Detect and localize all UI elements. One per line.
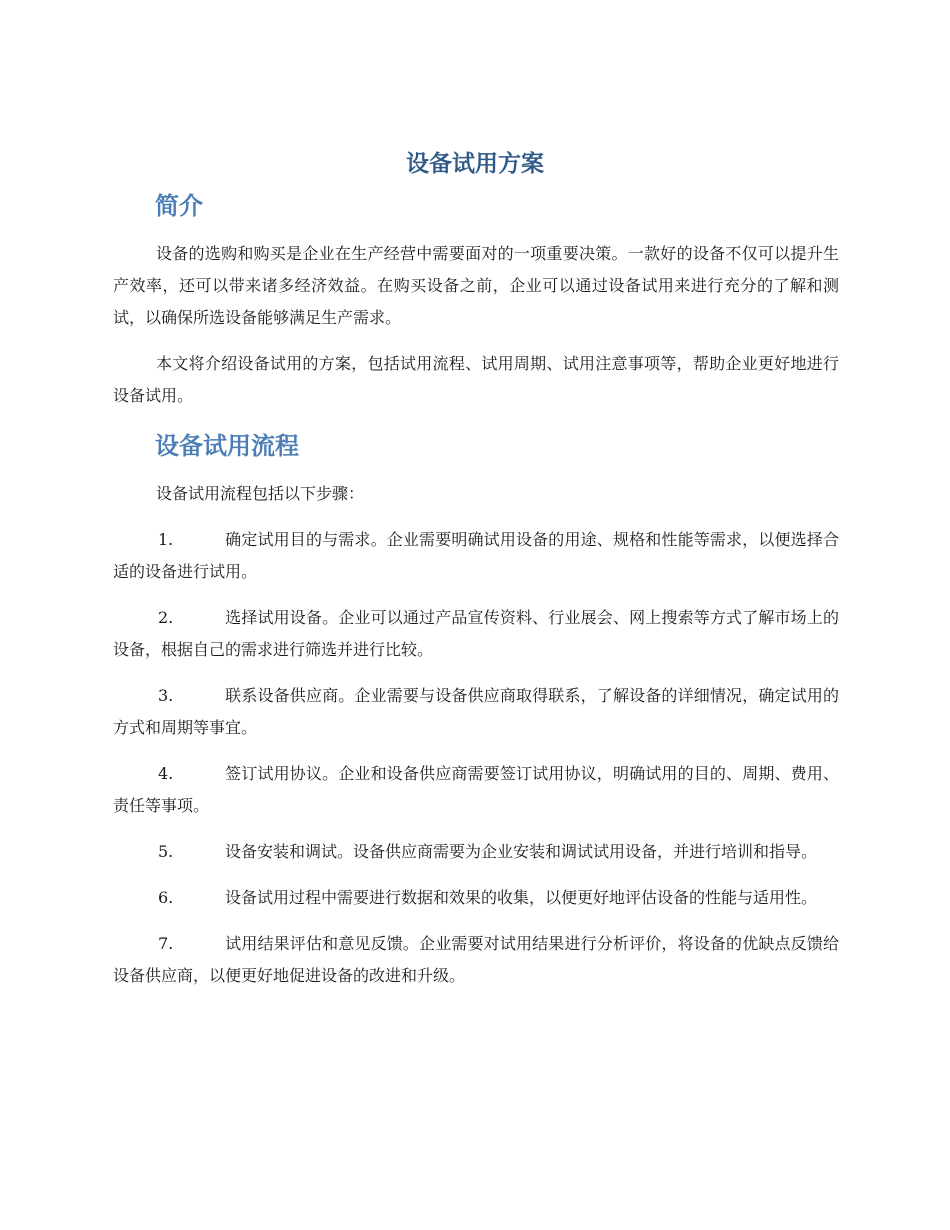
- list-item-text: 设备试用过程中需要进行数据和效果的收集，以便更好地评估设备的性能与适用性。: [225, 888, 818, 907]
- list-item-text: 设备安装和调试。设备供应商需要为企业安装和调试试用设备，并进行培训和指导。: [225, 842, 818, 861]
- list-item-number: 2.: [158, 608, 174, 627]
- section-intro: [113, 186, 839, 412]
- list-item-number: 5.: [158, 842, 174, 861]
- list-item-number: 3.: [158, 686, 174, 705]
- section-trial-process: [113, 426, 839, 992]
- document-title: 设备试用方案: [406, 151, 544, 177]
- list-item-text: 签订试用协议。企业和设备供应商需要签订试用协议，明确试用的目的、周期、费用、责任等事项。: [113, 764, 839, 815]
- section-heading: 简介: [155, 192, 203, 220]
- list-item: [113, 882, 839, 914]
- list-item: [113, 524, 839, 588]
- list-item: [113, 602, 839, 666]
- list-item-text: 试用结果评估和意见反馈。企业需要对试用结果进行分析评价，将设备的优缺点反馈给设备供应商，以便更好地促进设备的改进和升级。: [113, 934, 839, 985]
- list-item-number: 6.: [158, 888, 174, 907]
- section-heading: 设备试用流程: [155, 432, 299, 460]
- paragraph: 本文将介绍设备试用的方案，包括试用流程、试用周期、试用注意事项等，帮助企业更好地进行设备试用。: [113, 354, 839, 405]
- list-item-text: 联系设备供应商。企业需要与设备供应商取得联系，了解设备的详细情况，确定试用的方式和周期等事宜。: [113, 686, 839, 737]
- list-item: [113, 758, 839, 822]
- list-item: [113, 836, 839, 868]
- list-item: [113, 928, 839, 992]
- document-body: [113, 186, 839, 1006]
- list-item-number: 1.: [158, 530, 174, 549]
- paragraph: 设备的选购和购买是企业在生产经营中需要面对的一项重要决策。一款好的设备不仅可以提升生产效率，还可以带来诸多经济效益。在购买设备之前，企业可以通过设备试用来进行充分的了解和测试，以确保所选设备能够满足生产需求。: [113, 244, 839, 327]
- paragraph: 设备试用流程包括以下步骤：: [156, 484, 365, 503]
- list-item-text: 确定试用目的与需求。企业需要明确试用设备的用途、规格和性能等需求，以便选择合适的设备进行试用。: [113, 530, 839, 581]
- list-item-number: 4.: [158, 764, 174, 783]
- list-item-number: 7.: [158, 934, 174, 953]
- list-item-text: 选择试用设备。企业可以通过产品宣传资料、行业展会、网上搜索等方式了解市场上的设备，根据自己的需求进行筛选并进行比较。: [113, 608, 839, 659]
- list-item: [113, 680, 839, 744]
